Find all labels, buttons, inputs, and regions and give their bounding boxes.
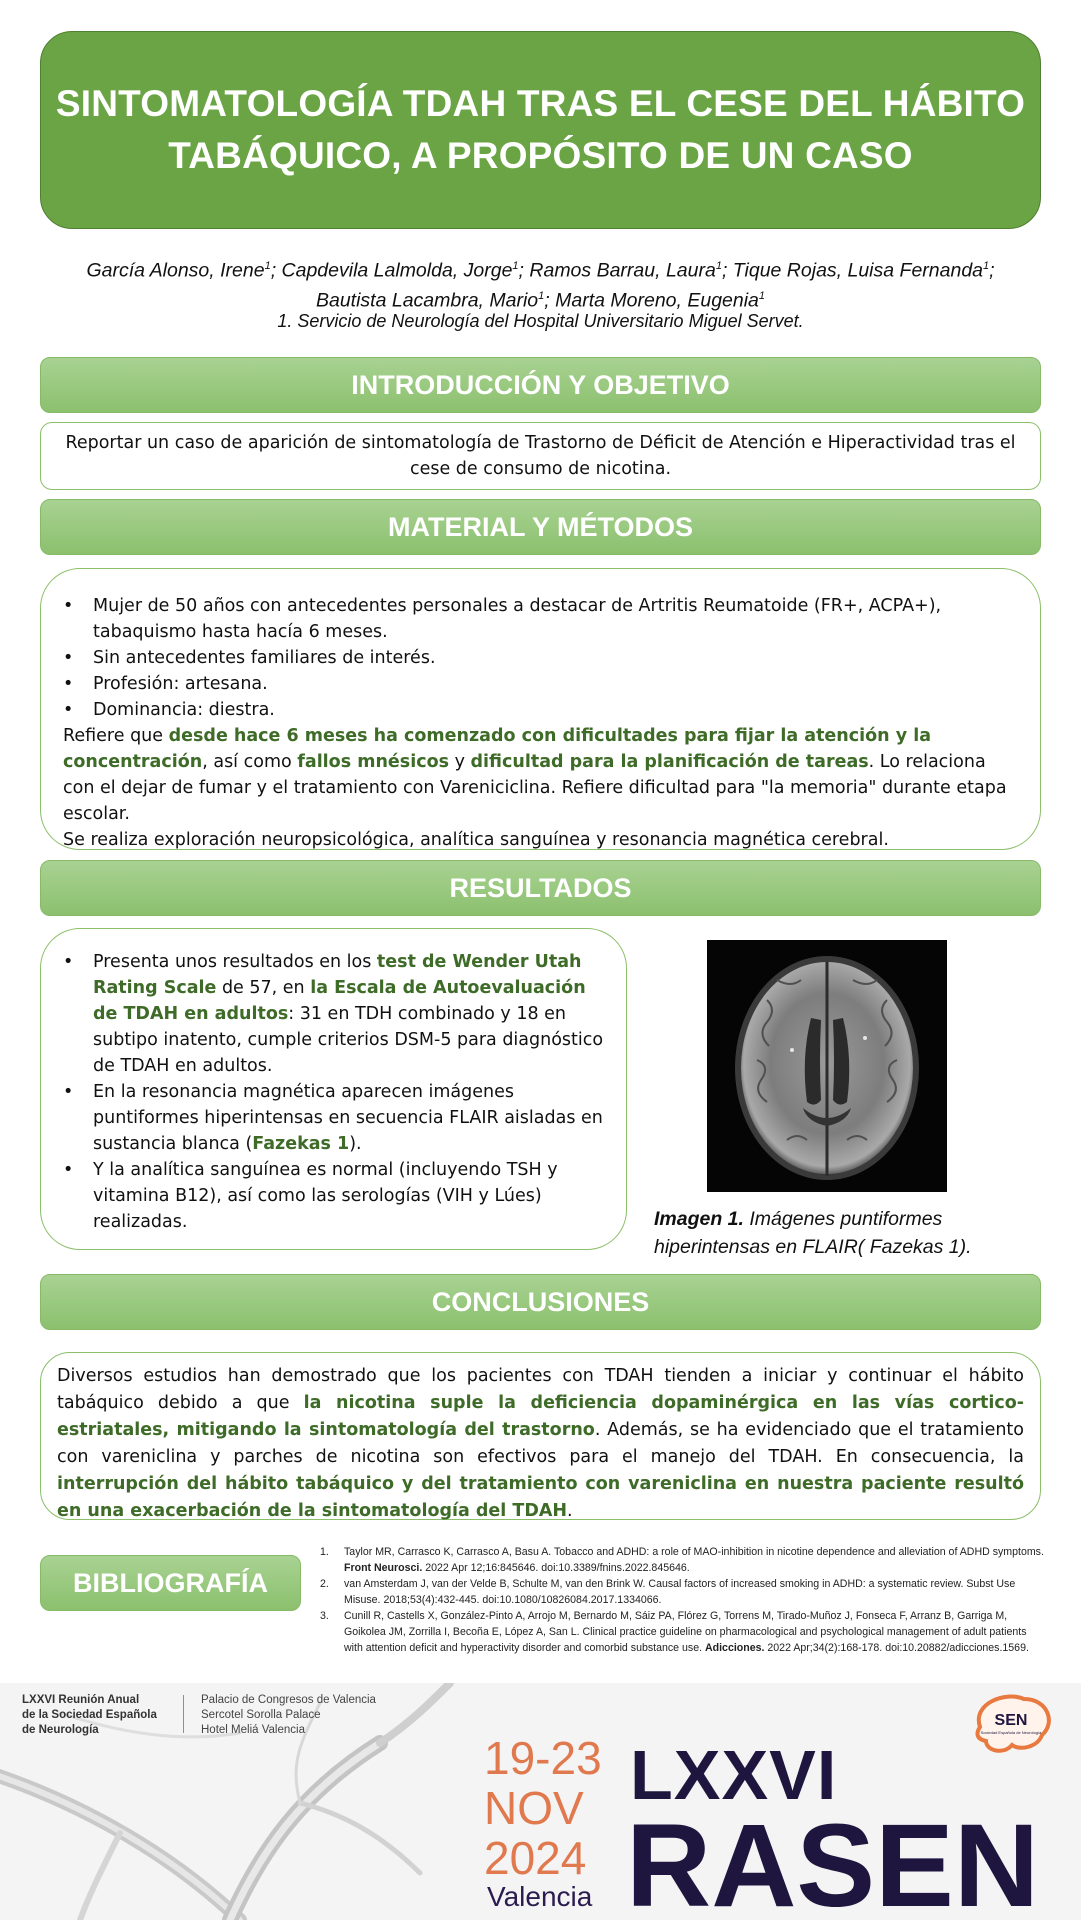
bibliography-heading: BIBLIOGRAFÍA — [40, 1555, 301, 1611]
text-segment: Y la analítica sanguínea es normal (incluyendo TSH y vitamina B12), así como las serologías (VIH y Lúes) realizadas. — [93, 1160, 558, 1232]
figure-caption — [654, 1205, 1054, 1261]
methods-bullet: • Sin antecedentes familiares de interés. — [63, 645, 1018, 671]
highlighted-text: la nicotina suple la deficiencia dopaminérgica en las vías cortico-estriatales, mitigando la sintomatología del trastorno — [57, 1393, 1024, 1440]
title-banner — [40, 31, 1041, 229]
reference-number: 3. — [320, 1610, 329, 1622]
conclusions-text — [57, 1366, 1024, 1521]
venue-line: Sercotel Sorolla Palace — [201, 1709, 321, 1721]
conclusions-box — [40, 1352, 1041, 1520]
org-line: LXXVI Reunión Anual — [22, 1694, 140, 1706]
author-affiliation-mark: 1 — [538, 289, 545, 302]
intro-heading: INTRODUCCIÓN Y OBJETIVO — [40, 357, 1041, 413]
author-affiliation-mark: 1 — [715, 260, 722, 272]
methods-paragraph-2: Se realiza exploración neuropsicológica, analítica sanguínea y resonancia magnética cerebral. — [63, 830, 889, 850]
mri-image — [707, 940, 947, 1192]
text-segment: , así como — [202, 752, 298, 772]
author-separator: ; — [270, 259, 282, 282]
author-name: Marta Moreno, Eugenia — [555, 289, 759, 311]
reference-item — [318, 1576, 1046, 1608]
poster-title — [56, 78, 1025, 182]
reference-text: Cunill R, Castells X, González-Pinto A, Arrojo M, Bernardo M, Sáiz PA, Flórez G, Torrens M, Tirado-Muñoz J, Fonseca F, Arranz B, Garriga M, Goikolea JM, Zorrilla I, Becoña E, López A, San L. Clinical practice guideline on pharmacological and psychological management of adult patients with attention deficit and hyperactivity disorder and comorbid substance use. — [344, 1610, 1027, 1654]
author-separator: ; — [989, 259, 995, 282]
text-segment: . — [567, 1501, 573, 1521]
author-affiliation-mark: 1 — [983, 260, 990, 272]
text-segment: Diversos estudios han demostrado que los pacientes con TDAH tienden a iniciar y continuar el hábito tabáquico debido a que — [57, 1366, 1024, 1413]
methods-bullet-list — [63, 593, 1018, 723]
author-list — [40, 254, 1041, 313]
methods-bullet: • Profesión: artesana. — [63, 671, 1018, 697]
methods-box — [40, 568, 1041, 850]
author-separator: ; — [544, 289, 556, 311]
reference-item — [318, 1608, 1046, 1656]
logo-text: SEN — [994, 1712, 1028, 1729]
text-segment: Refiere que — [63, 726, 169, 746]
author-affiliation-mark: 1 — [758, 289, 766, 302]
venue-line: Hotel Meliá Valencia — [201, 1724, 305, 1736]
congress-venues — [201, 1693, 376, 1738]
methods-bullet: • Dominancia: diestra. — [63, 697, 1018, 723]
author-separator: ; — [518, 259, 530, 282]
journal-name: Adicciones. — [704, 1642, 765, 1654]
caption-text: Imágenes puntiformes hiperintensas en FLAIR( Fazekas 1). — [654, 1208, 972, 1258]
congress-edition: LXXVI — [630, 1736, 838, 1814]
brain-mri-illustration — [707, 940, 947, 1192]
dates-line: NOV — [484, 1782, 584, 1834]
results-bullet — [63, 1157, 604, 1235]
methods-paragraph — [63, 723, 1018, 827]
author-separator: ; — [721, 259, 733, 282]
methods-heading: MATERIAL Y MÉTODOS — [40, 499, 1041, 555]
reference-text: Taylor MR, Carrasco K, Carrasco A, Basu A. Tobacco and ADHD: a role of MAO-inhibition in nicotine dependence and alleviation of ADHD symptoms. — [344, 1546, 1044, 1558]
author-name: Ramos Barrau, Laura — [529, 259, 716, 282]
title-line-1: SINTOMATOLOGÍA TDAH TRAS EL CESE DEL HÁBITO — [55, 83, 1026, 124]
text-segment: . Lo relaciona con el dejar de fumar y el tratamiento con Vareniciclina. Refiere dificultad para "la memoria" durante etapa escolar. — [63, 752, 1007, 824]
logo-subtext: Sociedad Española de Neurología — [980, 1730, 1042, 1735]
methods-bullet: • Mujer de 50 años con antecedentes personales a destacar de Artritis Reumatoide (FR+, ACPA+), tabaquismo hasta hacía 6 meses. — [63, 593, 1018, 645]
footer-divider — [183, 1695, 184, 1733]
congress-city: Valencia — [487, 1881, 593, 1912]
results-box — [40, 928, 627, 1250]
reference-text: 2022 Apr 12;16:845646. doi:10.3389/fnins.2022.845646. — [422, 1562, 690, 1574]
sen-logo-icon — [966, 1689, 1056, 1759]
intro-text: Reportar un caso de aparición de sintomatología de Trastorno de Déficit de Atención e Hiperactividad tras el cese de consumo de nicotina. — [65, 433, 1016, 479]
reference-number: 2. — [320, 1578, 329, 1590]
author-affiliation-mark: 1 — [512, 260, 519, 272]
author-name: Tique Rojas, Luisa Fernanda — [732, 259, 984, 282]
text-segment: . Además, se ha evidenciado que el tratamiento con vareniclina y parches de nicotina son efectivos para el manejo del TDAH. En consecuencia, la — [57, 1420, 1024, 1467]
author-name: Bautista Lacambra, Mario — [315, 289, 539, 311]
highlighted-text: interrupción del hábito tabáquico y del tratamiento con vareniclina en nuestra paciente resultó en una exacerbación de la sintomatología del TDAH — [57, 1474, 1024, 1521]
dates-line: 19-23 — [484, 1732, 602, 1784]
affiliation: 1. Servicio de Neurología del Hospital Universitario Miguel Servet. — [277, 311, 804, 331]
conclusions-heading: CONCLUSIONES — [40, 1274, 1041, 1330]
results-heading: RESULTADOS — [40, 860, 1041, 916]
highlighted-text: Fazekas 1 — [252, 1134, 350, 1154]
org-line: de Neurología — [22, 1724, 99, 1736]
text-segment: y — [449, 752, 471, 772]
results-bullet-list — [63, 949, 604, 1235]
text-segment: de 57, en — [216, 978, 311, 998]
congress-footer — [0, 1683, 1081, 1920]
highlighted-text: dificultad para la planificación de tareas — [470, 752, 869, 772]
reference-item — [318, 1544, 1046, 1576]
highlighted-text: desde hace 6 meses ha comenzado con dificultades para fijar la atención y la concentración — [63, 726, 932, 772]
reference-text: 2022 Apr;34(2):168-178. doi:10.20882/adicciones.1569. — [764, 1642, 1029, 1654]
dates-line: 2024 — [484, 1832, 587, 1884]
reference-text: van Amsterdam J, van der Velde B, Schulte M, van den Brink W. Causal factors of increased smoking in ADHD: a systematic review. Subst Use Misuse. 2018;53(4):432-445. doi:10.1080/10826084.2017.1334066. — [344, 1578, 1016, 1606]
results-bullet — [63, 949, 604, 1079]
author-affiliation-mark: 1 — [264, 260, 271, 272]
results-bullet — [63, 1079, 604, 1157]
highlighted-text: la Escala de Autoevaluación de TDAH en adultos — [93, 978, 586, 1024]
venue-line: Palacio de Congresos de Valencia — [201, 1694, 376, 1706]
caption-label: Imagen 1. — [654, 1208, 744, 1230]
title-line-2: TABÁQUICO, A PROPÓSITO DE UN CASO — [168, 135, 913, 176]
text-segment: : 31 en TDH combinado y 18 en subtipo inatento, cumple criterios DSM-5 para diagnóstico de TDAH en adultos. — [93, 1004, 604, 1076]
congress-dates — [484, 1733, 602, 1883]
text-segment: ). — [349, 1134, 362, 1154]
author-name: Capdevila Lalmolda, Jorge — [281, 259, 513, 282]
journal-name: Front Neurosci. — [344, 1562, 423, 1574]
org-line: de la Sociedad Española — [22, 1709, 157, 1721]
highlighted-text: fallos mnésicos — [297, 752, 450, 772]
intro-box — [40, 422, 1041, 490]
congress-organizer — [22, 1693, 157, 1738]
author-name: García Alonso, Irene — [86, 259, 265, 282]
text-segment: En la resonancia magnética aparecen imágenes puntiformes hiperintensas en secuencia FLAIR aisladas en sustancia blanca ( — [93, 1082, 603, 1154]
highlighted-text: test de Wender Utah Rating Scale — [93, 952, 582, 998]
reference-number: 1. — [320, 1546, 329, 1558]
text-segment: Presenta unos resultados en los — [93, 952, 377, 972]
congress-brand: RASEN — [626, 1800, 1040, 1920]
reference-list — [318, 1544, 1046, 1656]
